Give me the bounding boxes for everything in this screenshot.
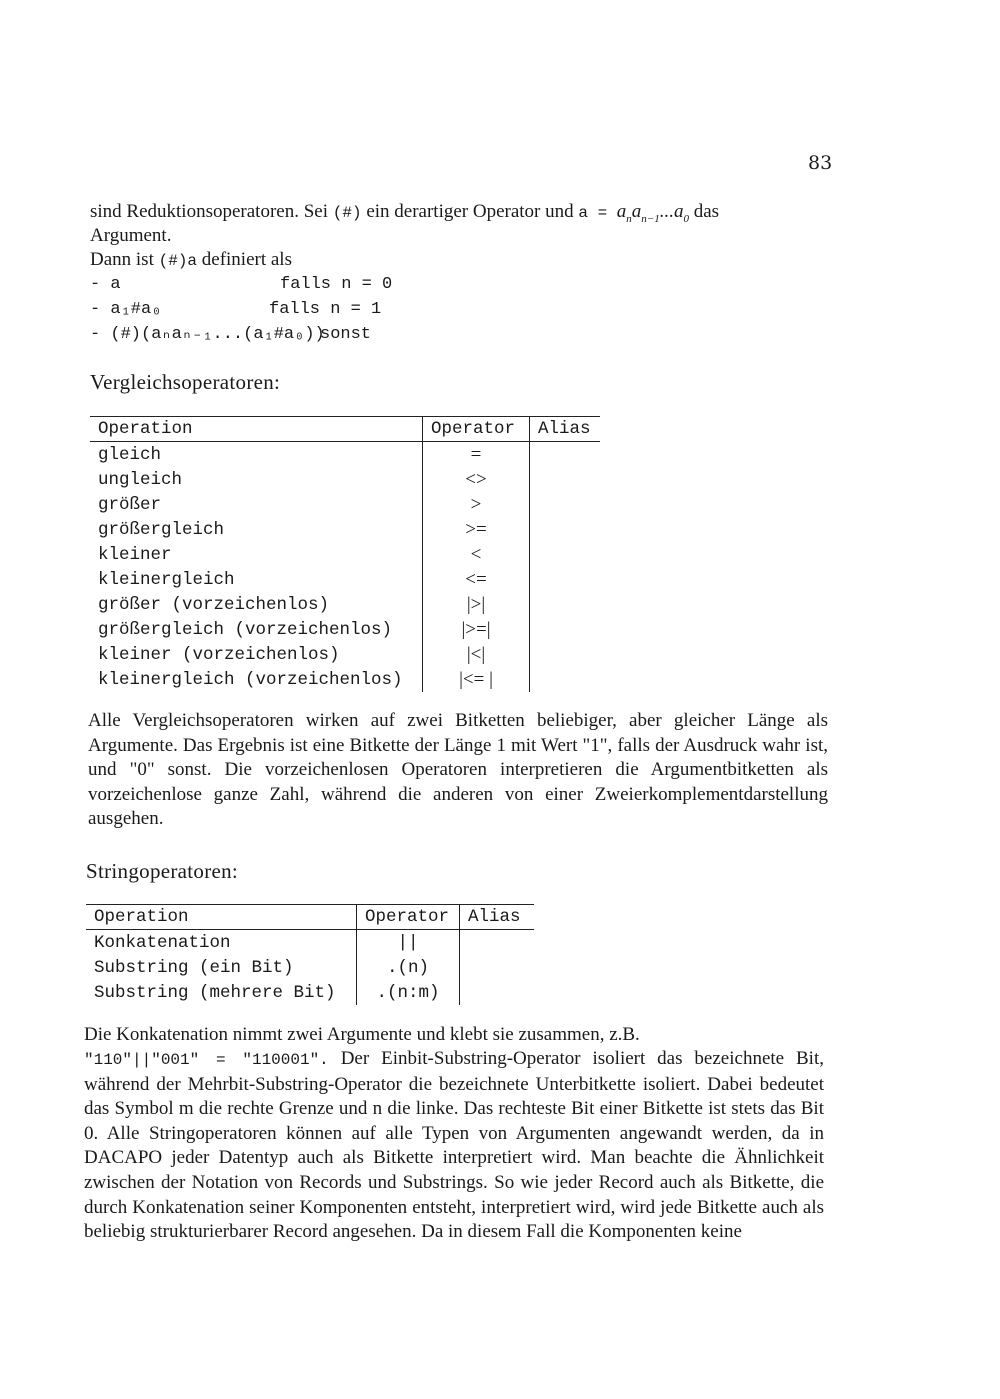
row-operator: ||	[357, 930, 460, 956]
table-row	[90, 617, 600, 642]
row-operation: ungleich	[98, 469, 183, 490]
table-row	[90, 517, 600, 542]
section-heading-comparison: Vergleichsoperatoren:	[90, 370, 281, 394]
row-operator: |<|	[423, 642, 530, 667]
table-row	[90, 542, 600, 567]
page-number: 83	[808, 152, 833, 174]
table-row	[86, 980, 534, 1005]
intro-line3-code: (#)a	[158, 252, 198, 270]
row-alias	[530, 592, 601, 617]
header-operator: Operator	[357, 905, 460, 930]
case-2-condition: falls n = 1	[269, 300, 382, 319]
intro-line3-end: definiert als	[197, 249, 292, 270]
row-alias	[530, 442, 601, 468]
row-operation: Substring (ein Bit)	[94, 957, 294, 978]
case-1-condition: falls n = 0	[280, 275, 393, 294]
header-alias: Alias	[530, 417, 601, 442]
row-operation: größer	[98, 494, 162, 515]
header-operation: Operation	[90, 417, 423, 442]
row-operator: >=	[423, 517, 530, 542]
row-operator: .(n:m)	[357, 980, 460, 1005]
table-row	[90, 667, 600, 692]
row-operation: größer (vorzeichenlos)	[98, 594, 330, 615]
table-row	[90, 442, 600, 468]
comparison-paragraph: Alle Vergleichsoperatoren wirken auf zwei Bitketten beliebiger, aber gleicher Länge als Argumente. Das Ergebnis ist eine Bitkette der Länge 1 mit Wert "1", falls der Ausdruck wahr ist, und "0" sonst. Die vorzeichenlosen Operatoren interpretieren die Argumentbitketten als vorzeichenlose ganze Zahl, während die anderen von einer Zweierkomplementdarstellung ausgehen.	[88, 710, 828, 830]
table-row	[90, 492, 600, 517]
header-alias: Alias	[460, 905, 535, 930]
table-row	[90, 592, 600, 617]
row-alias	[530, 617, 601, 642]
intro-operator: (#)	[332, 204, 362, 222]
row-alias	[530, 642, 601, 667]
row-operation: größergleich (vorzeichenlos)	[98, 619, 393, 640]
intro-line-3	[90, 248, 292, 274]
row-alias	[530, 517, 601, 542]
table-row	[86, 955, 534, 980]
row-operator: |>|	[423, 592, 530, 617]
string-paragraph-text: Der Einbit-Substring-Operator isoliert das bezeichnete Bit, während der Mehrbit-Substring-Operator die bezeichnete Unterbitkette isoliert. Dabei bedeutet das Symbol m die rechte Grenze und n die linke. Das rechteste Bit einer Bitkette ist stets das Bit 0. Alle Stringoperatoren können auf alle Typen von Argumenten angewandt werden, da in DACAPO jeder Datentyp auch als Bitkette interpretiert wird. Man beachte die Ähnlichkeit zwischen der Notation von Records und Substrings. So wie jeder Record auch als Bitkette, die durch Konkatenation seiner Komponenten entsteht, interpretiert wird, wird jede Bitkette auch als beliebig strukturierbarer Record angesehen. Da in diesem Fall die Komponenten keine	[84, 1048, 824, 1243]
intro-code: a =	[578, 204, 617, 222]
string-paragraph	[84, 1047, 824, 1245]
row-operation: Konkatenation	[94, 932, 231, 953]
case-3-condition: sonst	[320, 325, 372, 344]
row-alias	[530, 467, 601, 492]
row-operator: .(n)	[357, 955, 460, 980]
row-operator: <	[423, 542, 530, 567]
case-3-prefix: - (#)(aₙaₙ₋₁...(a₁#a₀))	[90, 325, 325, 344]
table-row	[90, 642, 600, 667]
header-operation: Operation	[86, 905, 357, 930]
row-operator: <>	[423, 467, 530, 492]
intro-line-2: Argument.	[90, 225, 172, 246]
intro-line-1	[90, 200, 832, 231]
row-operator: >	[423, 492, 530, 517]
intro-text-start: sind Reduktionsoperatoren. Sei	[90, 201, 333, 222]
row-operator: |>=|	[423, 617, 530, 642]
row-alias	[530, 567, 601, 592]
case-1-prefix: - a	[90, 275, 121, 294]
intro-text-end: das	[688, 201, 720, 222]
row-operator: |<= |	[423, 667, 530, 692]
row-operator: <=	[423, 567, 530, 592]
row-operation: kleinergleich (vorzeichenlos)	[98, 669, 403, 690]
row-operation: kleinergleich	[98, 569, 235, 590]
intro-expression: $a_na_{n-1}...a_0$	[616, 201, 689, 225]
table-header-row	[90, 417, 600, 442]
row-alias	[530, 492, 601, 517]
string-paragraph-line-1: Die Konkatenation nimmt zwei Argumente und klebt sie zusammen, z.B.	[84, 1024, 640, 1045]
concat-example: "110"||"001" = "110001".	[84, 1051, 329, 1069]
row-operation: größergleich	[98, 519, 225, 540]
case-2-prefix: - a₁#a₀	[90, 300, 162, 319]
row-alias	[460, 955, 535, 980]
row-operation: Substring (mehrere Bit)	[94, 982, 336, 1003]
string-operators-table	[86, 904, 534, 1005]
row-operation: gleich	[98, 444, 162, 465]
table-row	[90, 467, 600, 492]
row-alias	[530, 542, 601, 567]
section-heading-string: Stringoperatoren:	[86, 859, 239, 883]
intro-text-mid: ein derartiger Operator und	[361, 201, 579, 222]
row-alias	[460, 980, 535, 1005]
intro-line3-start: Dann ist	[90, 249, 159, 270]
row-operation: kleiner (vorzeichenlos)	[98, 644, 340, 665]
row-alias	[530, 667, 601, 692]
row-operation: kleiner	[98, 544, 172, 565]
table-row	[86, 930, 534, 956]
row-alias	[460, 930, 535, 956]
table-header-row	[86, 905, 534, 930]
table-row	[90, 567, 600, 592]
header-operator: Operator	[423, 417, 530, 442]
comparison-operators-table	[90, 416, 600, 692]
row-operator: =	[423, 442, 530, 468]
